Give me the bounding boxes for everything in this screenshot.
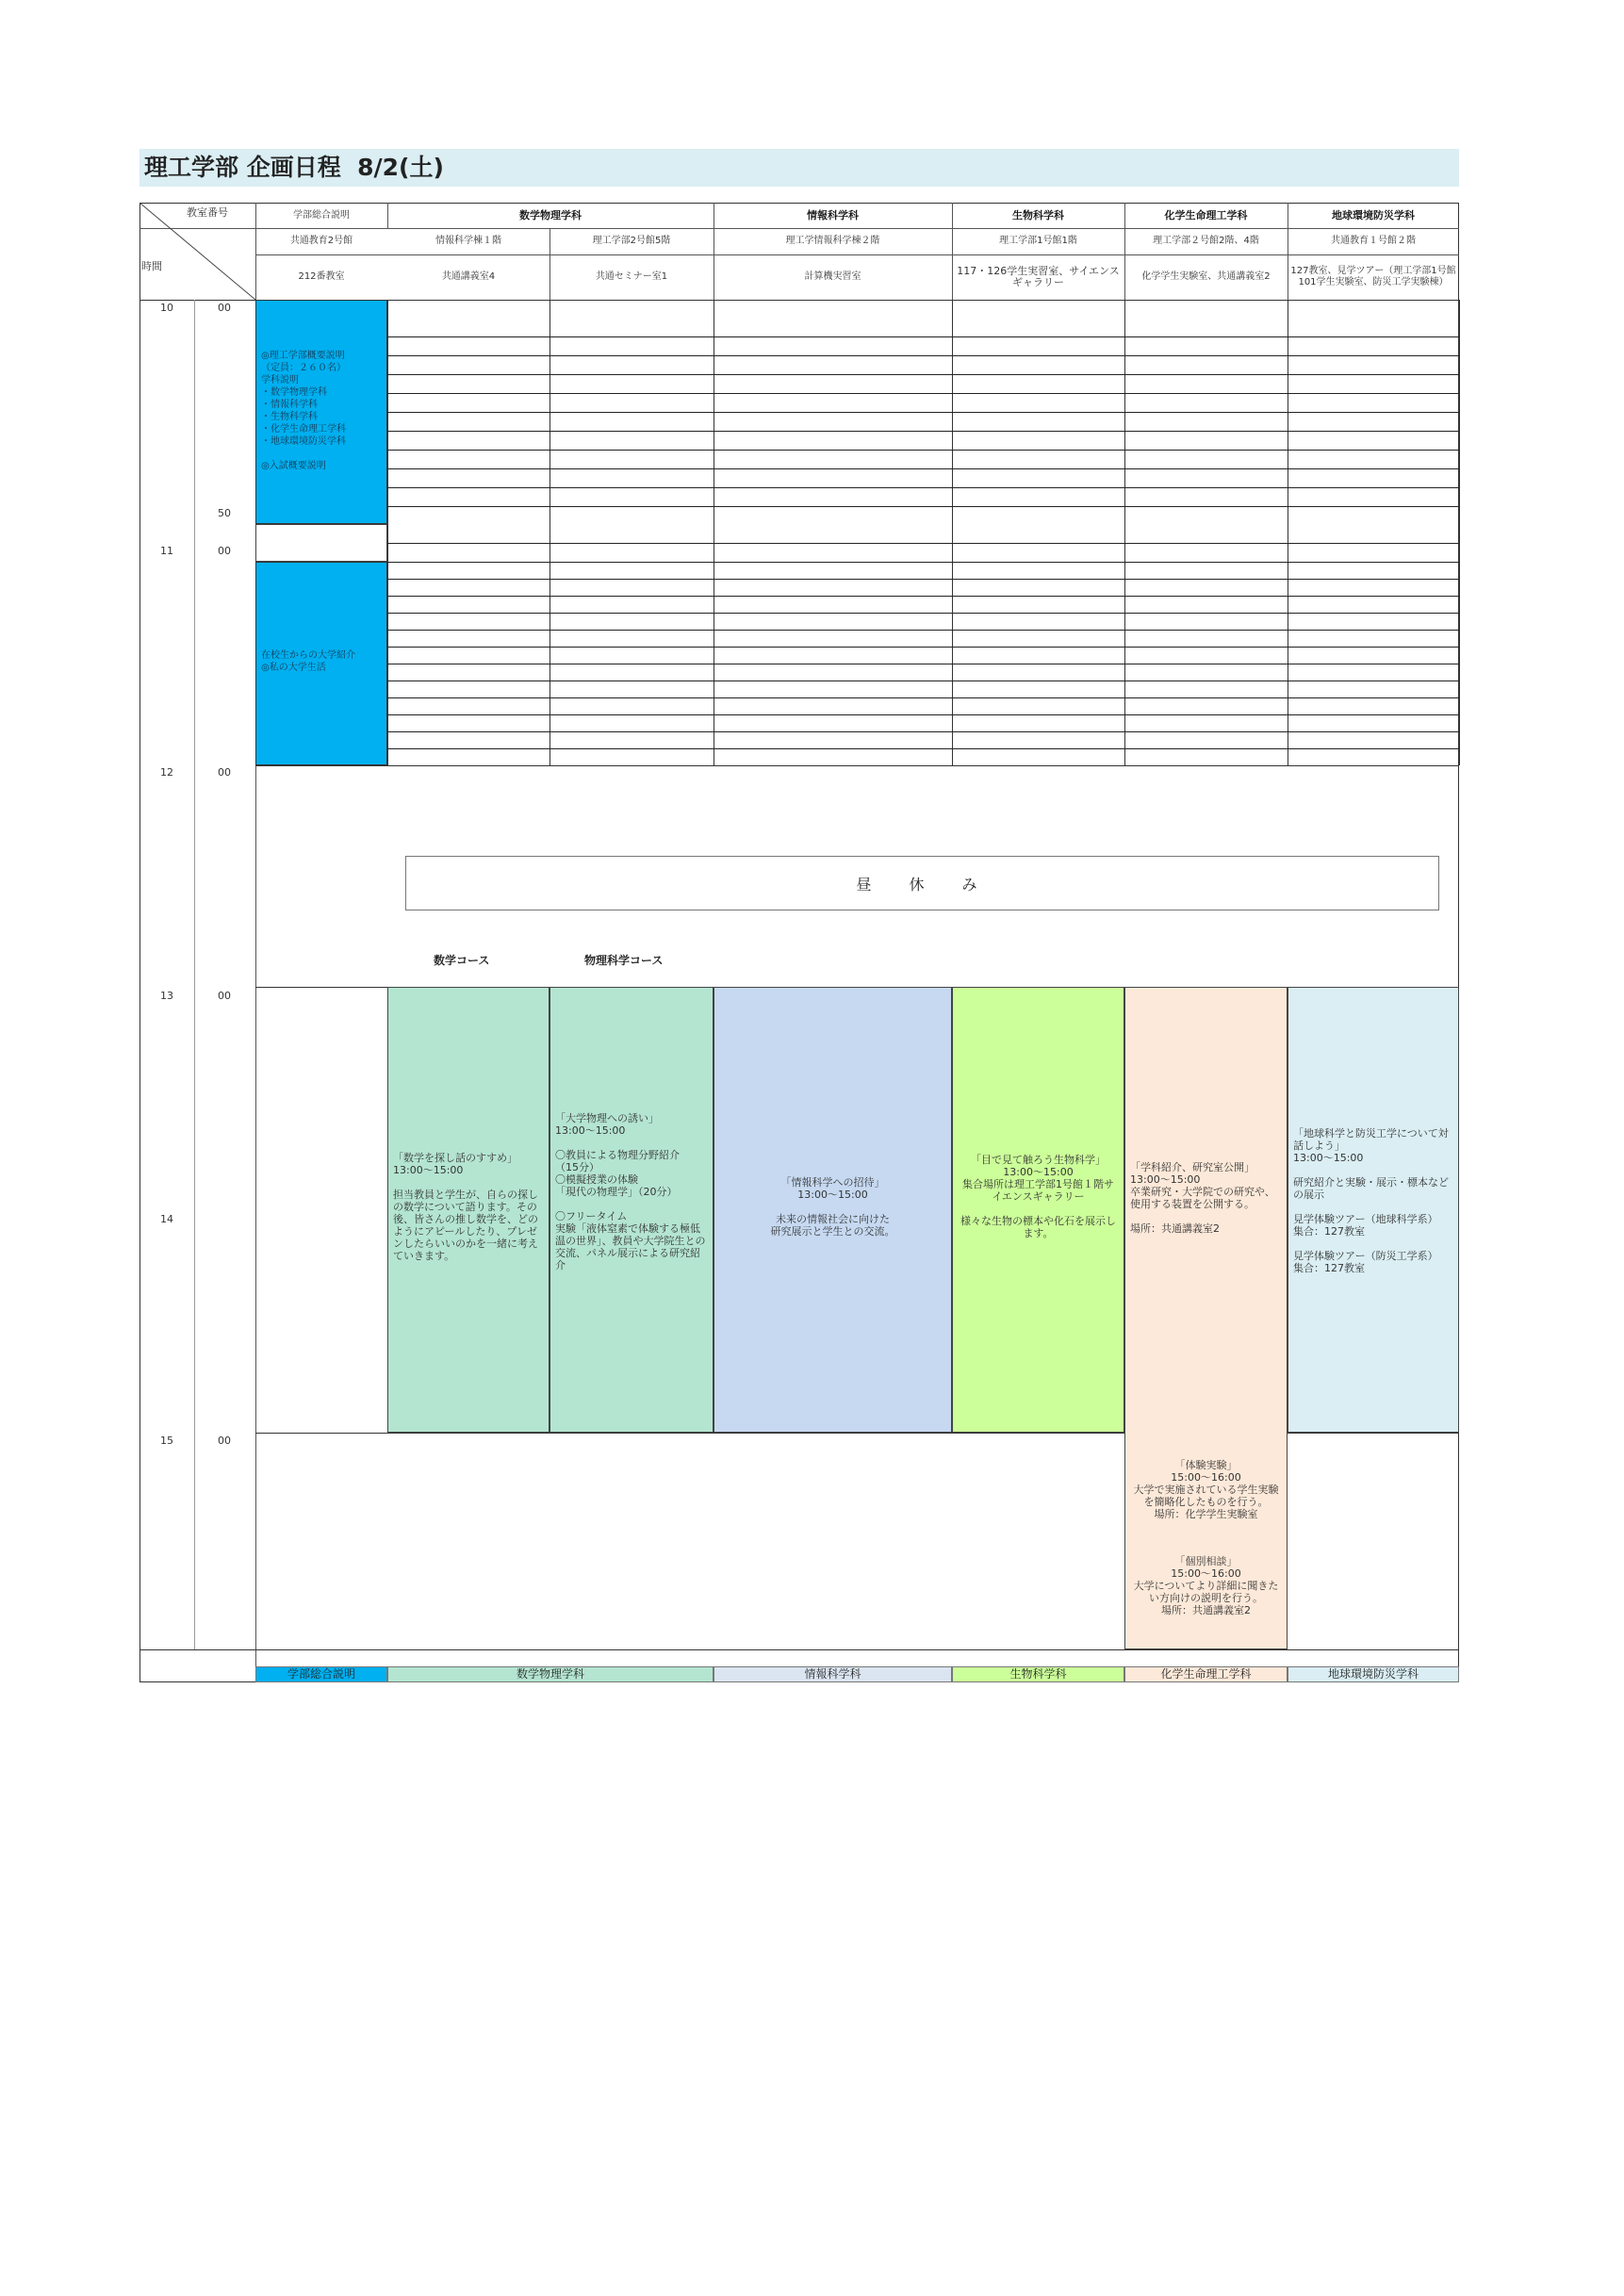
legend-bio: 生物科学科 bbox=[952, 1666, 1124, 1682]
dept-overview: 学部総合説明 bbox=[293, 209, 350, 221]
time-11-00: 00 bbox=[218, 545, 231, 557]
grid-row-line bbox=[387, 562, 1459, 563]
room-math: 共通講義室4 bbox=[441, 271, 496, 282]
physics-course-label: 物理科学コース bbox=[584, 954, 664, 967]
grid-row-line bbox=[387, 506, 1459, 507]
dept-earth: 地球環境防災学科 bbox=[1332, 208, 1415, 221]
grid-row-line bbox=[387, 697, 1459, 698]
student-talk-block bbox=[255, 562, 387, 765]
chem-event bbox=[1124, 987, 1288, 1649]
physics-event bbox=[550, 987, 714, 1433]
dept-math-physics: 数学物理学科 bbox=[519, 208, 582, 221]
building-physics: 理工学部2号館5階 bbox=[592, 236, 671, 246]
legend-chem: 化学生命理工学科 bbox=[1124, 1666, 1288, 1682]
page-title bbox=[144, 151, 444, 185]
grid-row-line bbox=[387, 412, 1459, 413]
time-10-50: 50 bbox=[218, 507, 231, 519]
info-event-text: 「情報科学への招待」 13:00～15:00 未来の情報社会に向けた 研究展示と学生との交流。 bbox=[770, 1176, 895, 1238]
grid-row-line bbox=[387, 579, 1459, 580]
title-date: 8/2(土) bbox=[357, 154, 444, 181]
earth-event bbox=[1288, 987, 1459, 1433]
room-info: 計算機実習室 bbox=[804, 271, 861, 282]
time-11: 11 bbox=[160, 545, 173, 557]
building-bio: 理工学部1号館1階 bbox=[999, 236, 1077, 246]
grid-col-line bbox=[387, 300, 388, 765]
grid-row-line bbox=[387, 731, 1459, 732]
time-10: 10 bbox=[160, 302, 173, 314]
time-13-00: 00 bbox=[218, 990, 231, 1002]
math-course-label: 数学コース bbox=[434, 954, 490, 967]
time-14: 14 bbox=[160, 1213, 173, 1225]
title-text: 理工学部 企画日程 bbox=[144, 154, 341, 181]
time-12: 12 bbox=[160, 766, 173, 779]
building-info: 理工学情報科学棟２階 bbox=[785, 236, 880, 246]
noon-line bbox=[255, 765, 1459, 766]
building-math: 情報科学棟１階 bbox=[435, 236, 501, 246]
chem-event-text: 「学科紹介、研究室公開」 13:00～15:00 卒業研究・大学院での研究や、使用する装置を公開する。 場所：共通講義室2 bbox=[1130, 1161, 1275, 1235]
room-overview: 212番教室 bbox=[298, 271, 345, 282]
dept-bio: 生物科学科 bbox=[1012, 208, 1064, 221]
room-bio: 117・126学生実習室、サイエンスギャラリー bbox=[957, 265, 1120, 288]
time-13: 13 bbox=[160, 990, 173, 1002]
time-divider bbox=[194, 300, 195, 1649]
time-15-00: 00 bbox=[218, 1435, 231, 1447]
overview-block bbox=[255, 300, 387, 524]
room-physics: 共通セミナー室1 bbox=[595, 271, 668, 282]
grid-row-line bbox=[387, 336, 1459, 337]
time-label: 時間 bbox=[141, 260, 162, 272]
math-event-text: 「数学を探し話のすすめ」 13:00～15:00 担当教員と学生が、自らの探しの数学について語ります。その後、皆さんの推し数学を、どのようにアピールしたり、プレゼンしたらいいのかを一緒に考えていきます。 bbox=[393, 1152, 538, 1262]
time-12-00: 00 bbox=[218, 766, 231, 779]
overview-text: ◎理工学部概要説明 （定員：２６０名） 学科説明 ・数学物理学科 ・情報科学科 ・生物科学科 ・化学生命理工学科 ・地球環境防災学科 ◎入試概要説明 bbox=[261, 351, 346, 471]
physics-event-text: 「大学物理への誘い」 13:00～15:00 〇教員による物理分野紹介 （15分） 〇模擬授業の体験 「現代の物理学」（20分） 〇フリータイム 実験「液体窒素で体験する極低温の世界」、教員や大学院生との交流、パネル展示による研究紹介 bbox=[555, 1112, 706, 1271]
grid-row-line bbox=[387, 487, 1459, 488]
grid-row-line bbox=[387, 748, 1459, 749]
chem-talk-text: 「個別相談」 15:00～16:00 大学についてより詳細に聞きたい方向けの説明を行う。 場所：共通講義室2 bbox=[1133, 1555, 1279, 1616]
afternoon-end-line bbox=[255, 1433, 1124, 1434]
legend-math: 数学物理学科 bbox=[387, 1666, 714, 1682]
grid-row-line bbox=[387, 431, 1459, 432]
overview-break bbox=[255, 524, 387, 562]
bio-event-text: 「目で見て触ろう生物科学」 13:00～15:00 集合場所は理工学部1号館１階サイエンスギャラリー 様々な生物の標本や化石を展示します。 bbox=[960, 1154, 1116, 1239]
room-number-label: 教室番号 bbox=[187, 206, 228, 219]
legend-earth: 地球環境防災学科 bbox=[1288, 1666, 1459, 1682]
student-talk-text: 在校生からの大学紹介 ◎私の大学生活 bbox=[261, 650, 355, 673]
grid-row-line bbox=[387, 374, 1459, 375]
grid-row-line bbox=[387, 468, 1459, 469]
chem-exp-text: 「体験実験」 15:00～16:00 大学で実施されている学生実験を簡略化したものを行う。 場所：化学学生実験室 bbox=[1133, 1459, 1279, 1520]
building-chem: 理工学部２号館2階、4階 bbox=[1153, 236, 1259, 246]
room-earth: 127教室、見学ツアー（理工学部1号館101学生実験室、防災工学実験棟） bbox=[1290, 266, 1456, 287]
math-event bbox=[387, 987, 550, 1433]
dept-chem: 化学生命理工学科 bbox=[1164, 208, 1248, 221]
building-overview: 共通教育2号館 bbox=[289, 236, 353, 246]
time-10-00: 00 bbox=[218, 302, 231, 314]
grid-col-line bbox=[1459, 300, 1460, 765]
room-chem: 化学学生実験室、共通講義室2 bbox=[1141, 271, 1271, 282]
time-15: 15 bbox=[160, 1435, 173, 1447]
afternoon-end-line bbox=[1288, 1433, 1459, 1434]
grid-col-line bbox=[952, 300, 953, 765]
grid-row-line bbox=[387, 543, 1459, 544]
grid-row-line bbox=[387, 714, 1459, 715]
grid-row-line bbox=[387, 613, 1459, 614]
legend-overview: 学部総合説明 bbox=[255, 1666, 387, 1682]
grid-row-line bbox=[387, 647, 1459, 648]
grid-row-line bbox=[387, 450, 1459, 451]
grid-row-line bbox=[387, 630, 1459, 631]
grid-row-line bbox=[387, 393, 1459, 394]
dept-info: 情報科学科 bbox=[807, 208, 859, 221]
footer-line bbox=[139, 1649, 1459, 1650]
grid-col-line bbox=[1124, 300, 1125, 765]
legend-info: 情報科学科 bbox=[714, 1666, 952, 1682]
bio-event bbox=[952, 987, 1124, 1433]
building-earth: 共通教育１号館２階 bbox=[1331, 236, 1416, 246]
info-event bbox=[714, 987, 952, 1433]
lunch-box: 昼 休 み bbox=[405, 856, 1439, 910]
grid-row-line bbox=[387, 355, 1459, 356]
earth-event-text: 「地球科学と防災工学について対話しよう」 13:00～15:00 研究紹介と実験・展示・標本などの展示 見学体験ツアー（地球科学系） 集合：127教室 見学体験ツアー（防災工学系） 集合：127教室 bbox=[1293, 1127, 1449, 1274]
grid-row-line bbox=[387, 596, 1459, 597]
